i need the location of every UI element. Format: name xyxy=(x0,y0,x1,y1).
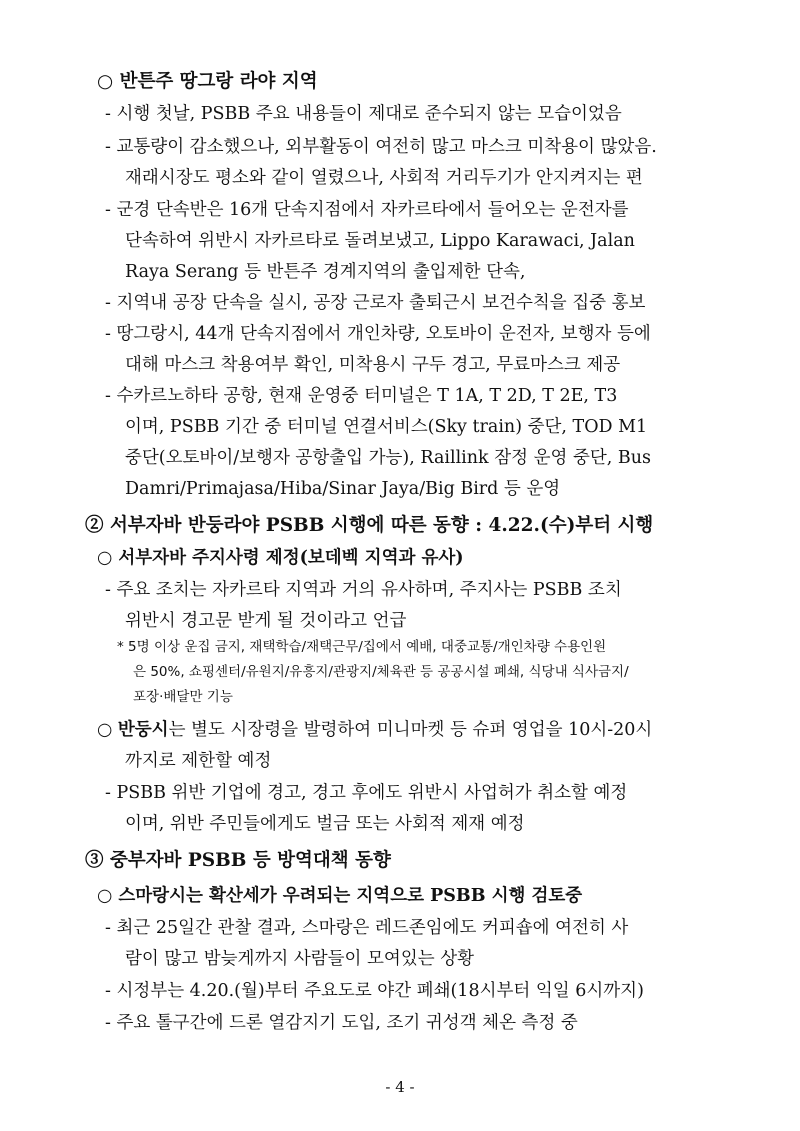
subsection-bandung-city xyxy=(97,718,652,742)
text-line: - 주요 조치는 자카르타 지역과 거의 유사하며, 주지사는 PSBB 조치 xyxy=(105,580,622,600)
text-line: - 시정부는 4.20.(월)부터 주요도로 야간 폐쇄(18시부터 익일 6시까지) xyxy=(105,981,644,1001)
text-line: 단속하여 위반시 자카르타로 돌려보냈고, Lippo Karawaci, Jalan xyxy=(125,231,635,251)
section-central-java-heading: ③ 중부자바 PSBB 등 방역대책 동향 xyxy=(85,850,391,871)
text-line: - 주요 톨구간에 드론 열감지기 도입, 조기 귀성객 체온 측정 중 xyxy=(105,1013,578,1033)
bandung-city-label: 반둥시 xyxy=(117,720,169,740)
page-number: - 4 - xyxy=(385,1078,415,1096)
subsection-governor-decree: ○ 서부자바 주지사령 제정(보데벡 지역과 유사) xyxy=(97,548,464,568)
text-line: 재래시장도 평소와 같이 열렸으나, 사회적 거리두기가 안지켜지는 편 xyxy=(125,168,643,188)
section-west-java-heading: ② 서부자바 반둥라야 PSBB 시행에 따른 동향 : 4.22.(수)부터 시행 xyxy=(85,515,654,536)
text-line: 람이 많고 밤늦게까지 사람들이 모여있는 상황 xyxy=(125,949,475,969)
note-line: * 5명 이상 운집 금지, 재택학습/재택근무/집에서 예배, 대중교통/개인차량 수용인원 xyxy=(117,639,607,655)
text-line: - PSBB 위반 기업에 경고, 경고 후에도 위반시 사업허가 취소할 예정 xyxy=(105,783,628,803)
text-line: 대해 마스크 착용여부 확인, 미착용시 구두 경고, 무료마스크 제공 xyxy=(125,355,621,375)
text-line: 중단(오토바이/보행자 공항출입 가능), Raillink 잠정 운영 중단, Bus xyxy=(125,448,652,468)
bandung-city-text: 는 별도 시장령을 발령하여 미니마켓 등 슈퍼 영업을 10시-20시 xyxy=(168,720,653,740)
bullet: ○ xyxy=(97,720,118,740)
note-line: 포장·배달만 기능 xyxy=(133,689,233,705)
text-line: - 교통량이 감소했으나, 외부활동이 여전히 많고 마스크 미착용이 많았음. xyxy=(105,137,657,157)
text-line: 위반시 경고문 받게 될 것이라고 언급 xyxy=(125,611,407,631)
text-line: - 수카르노하타 공항, 현재 운영중 터미널은 T 1A, T 2D, T 2E, T3 xyxy=(105,386,618,406)
subsection-semarang: ○ 스마랑시는 확산세가 우려되는 지역으로 PSBB 시행 검토중 xyxy=(97,886,583,906)
text-line: - 시행 첫날, PSBB 주요 내용들이 제대로 준수되지 않는 모습이었음 xyxy=(105,104,622,124)
section-banten-title: ○ 반튼주 땅그랑 라야 지역 xyxy=(97,71,318,92)
text-line: 이며, PSBB 기간 중 터미널 연결서비스(Sky train) 중단, TOD M1 xyxy=(125,417,648,437)
text-line: - 지역내 공장 단속을 실시, 공장 근로자 출퇴근시 보건수칙을 집중 홍보 xyxy=(105,293,646,313)
text-line: - 땅그랑시, 44개 단속지점에서 개인차량, 오토바이 운전자, 보행자 등에 xyxy=(105,324,651,344)
text-line: Damri/Primajasa/Hiba/Sinar Jaya/Big Bird 등 운영 xyxy=(125,479,561,499)
text-line: - 최근 25일간 관찰 결과, 스마랑은 레드존임에도 커피숍에 여전히 사 xyxy=(105,918,629,938)
text-line: 이며, 위반 주민들에게도 벌금 또는 사회적 제재 예정 xyxy=(125,814,525,834)
text-line: - 군경 단속반은 16개 단속지점에서 자카르타에서 들어오는 운전자를 xyxy=(105,200,629,220)
text-line: Raya Serang 등 반튼주 경계지역의 출입제한 단속, xyxy=(125,262,526,282)
text-line: 까지로 제한할 예정 xyxy=(125,751,272,771)
note-line: 은 50%, 쇼핑센터/유원지/유흥지/관광지/체육관 등 공공시설 폐쇄, 식당내 식사금지/ xyxy=(133,664,629,680)
